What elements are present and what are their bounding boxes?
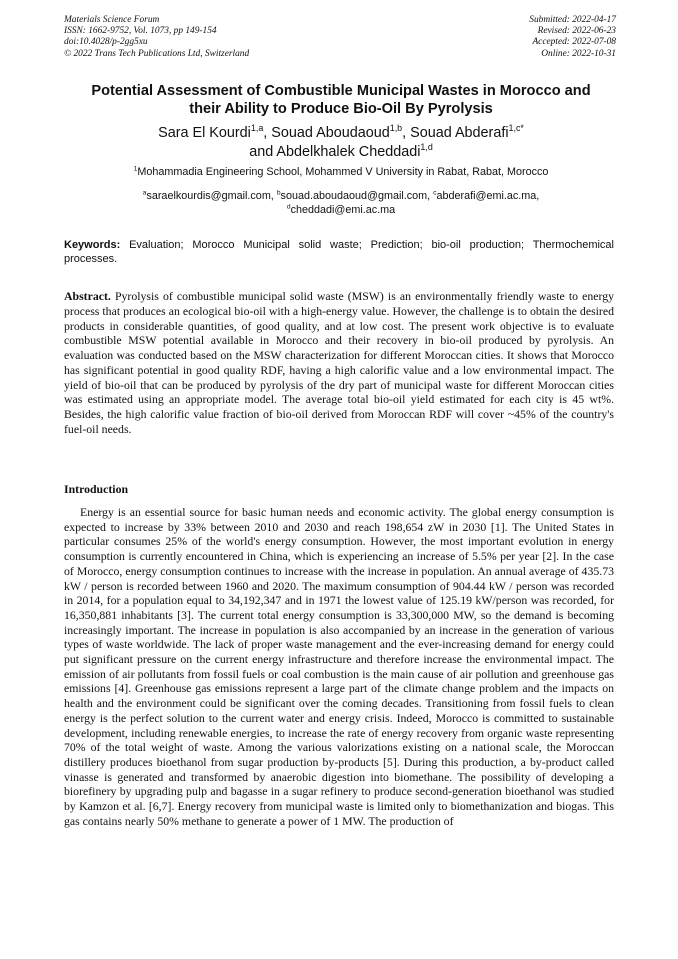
author-superscript: 1,a — [250, 123, 264, 134]
email-superscript: d — [286, 203, 291, 211]
email-address[interactable]: saraelkourdis@gmail.com, — [146, 190, 277, 202]
journal-copyright: © 2022 Trans Tech Publications Ltd, Switzerland — [64, 48, 250, 59]
email-address[interactable]: cheddadi@emi.ac.ma — [290, 204, 396, 216]
author-line-1: Sara El Kourdi$^{1,a}$, Souad Aboudaoud$^{1,b}$, Souad Abderafi$^{1,c*}$ — [158, 123, 524, 141]
affiliation — [58, 166, 624, 179]
author-line-2 — [58, 143, 624, 162]
publication-dates — [529, 15, 616, 60]
email-superscript: b — [276, 189, 281, 197]
section-heading-introduction: Introduction — [64, 482, 129, 496]
affiliation-text: Mohammadia Engineering School, Mohammed V University in Rabat, Rabat, Morocco — [137, 166, 549, 178]
email-address[interactable]: abderafi@emi.ac.ma, — [436, 190, 540, 202]
author-list — [58, 124, 624, 162]
title-line-2: their Ability to Produce Bio-Oil By Pyrolysis — [189, 101, 493, 117]
author-superscript: 1,d — [420, 142, 433, 153]
abstract-text: Pyrolysis of combustible municipal solid waste (MSW) is an environmentally friendly waste to energy process that produces an ecological bio-oil with a high-energy value. However, the challenge is to obtain the desired products in considerable quantities, of good quality, and at low cost. The present work objective is to evaluate combustible MSW potential available in Morocco and their recovery in bio-oil produced by pyrolysis. An evaluation was conducted based on the MSW characterization for different Moroccan cities. It shows that Morocco has significant potential in good quality RDF, having a high calorific value and a low environmental impact. The yield of bio-oil that can be produced by pyrolysis of the dry part of municipal waste for different Moroccan cities was estimated using an appropriate model. The average total bio-oil yield estimated for each city is 45 wt%. Besides, the high calorific value fraction of bio-oil derived from Moroccan RDF will cover ~45% of the country's fuel-oil needs. — [64, 289, 614, 436]
email-superscript: a — [142, 189, 147, 197]
author-superscript: 1,b — [389, 123, 403, 134]
journal-issn: ISSN: 1662-9752, Vol. 1073, pp 149-154 — [64, 26, 217, 37]
date-online: Online: 2022-10-31 — [541, 48, 616, 59]
date-submitted: Submitted: 2022-04-17 — [529, 15, 616, 25]
title-line-1: Potential Assessment of Combustible Municipal Wastes in Morocco and — [91, 83, 591, 99]
email-address[interactable]: souad.aboudaoud@gmail.com, — [280, 190, 434, 202]
date-revised: Revised: 2022-06-23 — [537, 26, 616, 37]
author-emails — [58, 189, 624, 217]
abstract-label: Abstract. — [64, 289, 111, 303]
author-name: and Abdelkhalek Cheddadi — [249, 144, 421, 160]
journal-doi[interactable]: doi:10.4028/p-2gg5xu — [64, 37, 148, 48]
keywords — [64, 238, 614, 266]
abstract — [64, 289, 614, 437]
journal-name: Materials Science Forum — [64, 15, 160, 25]
email-line-2 — [58, 203, 624, 217]
keywords-label: Keywords: — [64, 239, 121, 251]
journal-info — [64, 15, 249, 60]
affiliation-superscript: 1 — [133, 165, 138, 173]
paper-title — [58, 82, 624, 118]
author-name: Sara El Kourdi — [158, 125, 251, 141]
author-superscript: 1,c* — [508, 123, 524, 134]
email-line-1 — [58, 189, 624, 203]
author-name: Souad Abderafi — [410, 125, 509, 141]
introduction-paragraph: Energy is an essential source for basic human needs and economic activity. The global energy consumption is expected to increase by 33% between 2010 and 2030 and reach 198,654 zW in 2030 [1]. The United States in particular consumes 25% of the world's energy consumption. However, the most important evolution in energy consumption is currently encountered in China, which is experiencing an increase of 5.5% per year [2]. In the case of Morocco, energy consumption continues to increase with the increase in population. An annual average of 435.73 kW / person is recorded between 1960 and 2020. The maximum consumption of 904.44 kW / person was recorded in 2014, for a population equal to 34,192,347 and in 1971 the lowest value of 125.19 kW/person was recorded, for 16,350,881 inhabitants [3]. The current total energy consumption is 33,300,000 MW, so the demand is becoming increasingly important. The increase in population is also accompanied by an increase in the generation of various types of waste worldwide. The lack of proper waste management and the ever-increasing demand for energy could put significant pressure on the current energy infrastructure and therefore increase the environmental impact. The emission of air pollutants from fossil fuels or coal combustion is the main cause of air pollution and greenhouse gas emissions [4]. Greenhouse gas emissions represent a large part of the climate change problem and the impacts on health and the environment could be significant over the coming decades. Transitioning from fossil fuels to clean energy is the perfect solution to the current water and energy crisis. Indeed, Morocco is committed to sustainable development, including renewable energies, to increase the rate of energy recovery from organic waste representing 70% of the total weight of waste. Among the various valorizations existing on a national scale, the Moroccan distillery produces bioethanol from sugar production by-products [5]. During this production, a by-product called vinasse is generated and transformed by anaerobic digestion into biomethane. The possibility of developing a biorefinery by upgrading pulp and bagasse in a sugar refinery to produce second-generation bioethanol was studied by Kamzon et al. [6,7]. Energy recovery from municipal waste is limited only to biomethanization and biogas. This gas contains nearly 50% methane to generate a power of 1 MW. The production of — [64, 505, 614, 828]
date-accepted: Accepted: 2022-07-08 — [532, 37, 616, 48]
keywords-text: Evaluation; Morocco Municipal solid waste; Prediction; bio-oil production; Thermochemical processes. — [64, 239, 614, 265]
email-superscript: c — [433, 189, 437, 197]
author-name: Souad Aboudaoud — [271, 125, 390, 141]
